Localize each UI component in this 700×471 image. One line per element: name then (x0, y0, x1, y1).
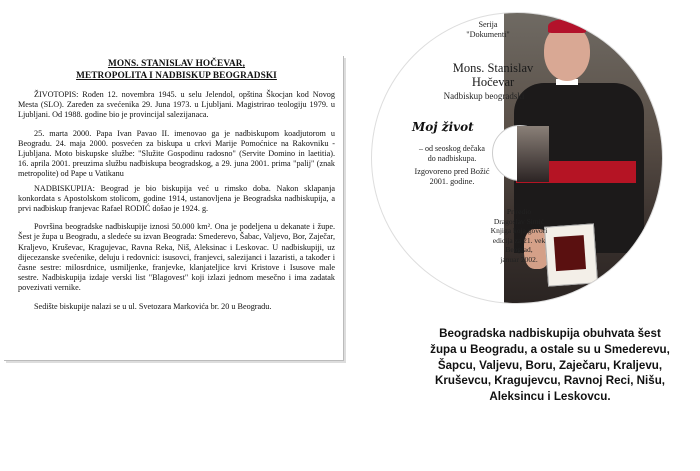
cd-tagline: – od seoskog dečaka do nadbiskupa. (419, 144, 485, 163)
document-title-line1: MONS. STANISLAV HOČEVAR, (107, 59, 246, 69)
document-title-line2: METROPOLITA I NADBISKUP BEOGRADSKI (76, 70, 277, 81)
appointment-paragraph: 25. marta 2000. Papa Ivan Pavao II. imenovao ga je nadbiskupom koadjutorom u Beogradu. 24. maja 2000. posvećen za biskupa u crkvi Marije Pomoćnice na Rakovniku - Ljubljana. Moto biskupske službe: "Služite Gospodinu radosno" (Servite Domino in laetitia). 16. aprila 2001. preuzima službu nadbiskupa beogradskog, a 29. juna 2001. prima "palij" (znak metropolite) od Pape u Vatikanu (18, 128, 335, 179)
cd-subtitle: Nadbiskup beogradski (443, 91, 525, 101)
document-title (18, 59, 335, 82)
biography-document (4, 56, 344, 361)
archdiocese-paragraph: NADBISKUPIJA: Beograd je bio biskupija već u rimsko doba. Nakon sklapanja konkordata s Apostolskom stolicom, godine 1914, ustanovljena je Beogradska nadbiskupija, a prvi nadbiskup franjevac Rafael RODIĆ došao je 1924. g. (18, 183, 335, 214)
caption-text: Beogradska nadbiskupija obuhvata šest župa u Beogradu, a ostale su u Smederevu, Šapcu, Valjevu, Boru, Zaječaru, Kraljevu, Kruševcu, Kragujevcu, Ravnoj Reci, Nišu, Aleksincu i Leskovcu. (430, 327, 670, 404)
seat-paragraph: Sedište biskupije nalazi se u ul. Svetozara Markovića br. 20 u Beogradu. (34, 301, 272, 311)
cd-credits: Priredio Dragoslav Simić Knjiga koja govori edicija za 21. vek Beograd, januar 2002. (490, 207, 548, 264)
area-paragraph: Površina beogradske nadbiskupije iznosi 50.000 km². Ona je podeljena u dekanate i župe. Šest je župa u Beogradu, a sledeće su izvan Beograda: Smederevo, Šabac, Valjevo, Bor, Zaječar, Kraljevo, Kruševac, Kragujevac, Ravna Reka, Niš, Aleksinac i Leskovac. U nadbiskupiji, uz dijecezanske svećenike, deluju i redovnici: isusovci, franjevci, salezijanci i lazaristi, a također i časne sestre: milosrdnice, usmiljenke, franjevke, klanjateljice krvi Kristove i Isusove male sestre. Nadbiskupija izdaje verski list "Blagovest" koji izlazi jednom mesečno i ima zadatak povezivati vernike. (18, 222, 335, 293)
cd-title: Moj život (412, 120, 474, 134)
cd-spoken-note: Izgovoreno pred Božić 2001. godine. (414, 167, 490, 186)
biography-paragraph: ŽIVOTOPIS: Rođen 12. novembra 1945. u selu Jelendol, opština Škocjan kod Novog Mesta (SLO). Zaređen za svećenika 29. Juna 1973. u Ljubljani. Magistrirao teologiju 1979. u Ljubljani. Od 1988. godine bio je provincijal salezijanaca. (18, 90, 335, 120)
mini-photo (517, 126, 549, 182)
cd-series: Serija "Dokumenti" (466, 20, 510, 39)
cd-disc (372, 13, 662, 303)
zucchetto-shape (548, 19, 586, 33)
cd-author: Mons. Stanislav Hočevar (452, 61, 534, 89)
